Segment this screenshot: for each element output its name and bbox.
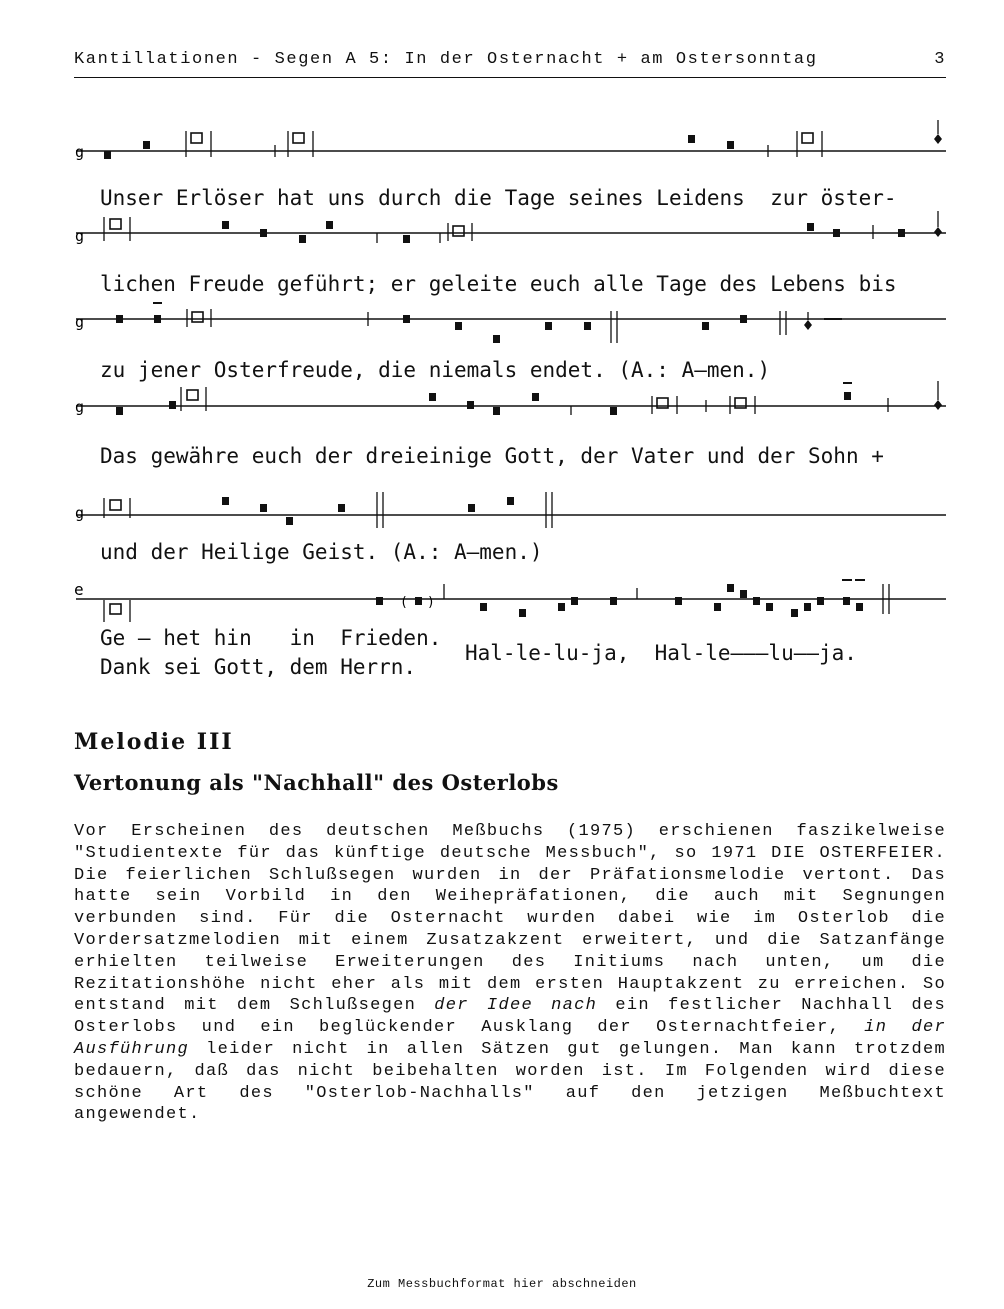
chant-staff-5 — [72, 488, 952, 533]
lyric-line-3: zu jener Osterfreude, die niemals endet. (A.: A—men.) — [100, 358, 771, 382]
g-clef-label: g — [75, 143, 85, 161]
page-number: 3 — [934, 50, 946, 69]
lyric-line-1: Unser Erlöser hat uns durch die Tage seines Leidens zur öster- — [100, 186, 897, 210]
running-title: Kantillationen - Segen A 5: In der Osternacht + am Ostersonntag — [74, 50, 818, 69]
body-text-part-1: Vor Erscheinen des deutschen Meßbuchs (1975) erschienen faszikelweise "Studientexte für das künftige deutsche Messbuch", so 1971 DIE OSTERFEIER. Die feierlichen Schlußsegen wurden in der Präfationsmelodie vertont. Das hatte sein Vorbild in den Weihepräfationen, die auch mit Segnungen verbunden sind. Für die Osternacht wurden dabei wie im Osterlob die Vordersatzmelodien mit einem Zusatzakzent erweitert, und die Satzanfänge erhielten teilweise Erweiterungen des Initiums nach unten, um die Rezitationshöhe nicht eher als mit dem ersten Hauptakzent zu erreichen. So entstand mit dem Schlußsegen — [74, 822, 946, 1016]
header-rule — [74, 77, 946, 78]
section-subheading: Vertonung als "Nachhall" des Osterlobs — [74, 770, 559, 795]
lyric-line-2: lichen Freude geführt; er geleite euch alle Tage des Lebens bis — [100, 272, 897, 296]
cut-line-note: Zum Messbuchformat hier abschneiden — [367, 1277, 637, 1291]
body-emphasis-2: in der Ausführung — [74, 1018, 946, 1059]
body-text-part-3: leider nicht in allen Sätzen gut gelungen. Man kann trotzdem bedauern, daß das nicht beibehalten worden ist. Im Folgenden wird diese schöne Art des "Osterlob-Nachhalls" auf den jetzigen Meßbuchtext angewendet. — [74, 1039, 946, 1125]
chant-staff-4 — [72, 379, 952, 421]
optional-note-parenthesis: ( — [400, 595, 408, 610]
lyric-line-4: Das gewähre euch der dreieinige Gott, der Vater und der Sohn + — [100, 444, 884, 468]
alleluia-line: Hal-le-lu-ja, Hal-le———lu——ja. — [465, 641, 857, 665]
svg-text:g: g — [75, 313, 85, 331]
chant-staff-1 — [72, 124, 952, 164]
body-paragraph — [74, 821, 946, 1126]
body-emphasis-1: der Idee nach — [434, 996, 598, 1016]
lyric-line-5: und der Heilige Geist. (A.: A—men.) — [100, 540, 543, 564]
chant-staff-2 — [72, 209, 952, 249]
svg-text:g: g — [75, 398, 85, 416]
svg-text:g: g — [75, 504, 85, 522]
svg-text:): ) — [427, 595, 435, 610]
chant-staff-3 — [72, 298, 952, 348]
body-text-part-2: ein festlicher Nachhall des Osterlobs und ein beglückender Ausklang der Osternachtfeier, — [74, 996, 946, 1038]
chant-staff-6 — [72, 578, 952, 623]
e-clef-label: e — [74, 580, 84, 599]
svg-text:g: g — [75, 227, 85, 245]
section-heading: Melodie III — [74, 729, 234, 755]
dismissal-line-1: Ge — het hin in Frieden. — [100, 626, 442, 650]
dismissal-line-2: Dank sei Gott, dem Herrn. — [100, 655, 417, 679]
